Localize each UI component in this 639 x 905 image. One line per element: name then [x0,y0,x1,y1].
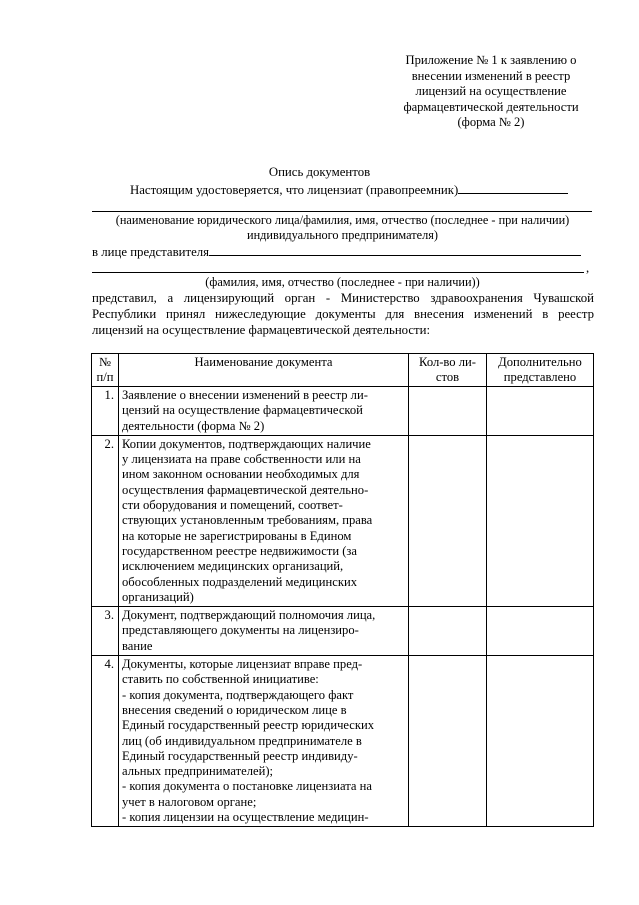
document-title: Опись документов [268,165,371,179]
appendix-line: Приложение № 1 к заявлению о [405,53,577,67]
row-sheets-cell[interactable] [409,435,487,606]
row-document-name: Заявление о внесении изменений в реестр ли- цензий на осуществление фармацевтической деятельности (форма № 2) [119,387,409,436]
certify-text: Настоящим удостоверяется, что лицензиат (правопреемник) [130,183,459,197]
row-extra-cell[interactable] [487,607,594,656]
representative-line [92,243,581,260]
row-document-name: Документы, которые лицензиат вправе пред- ставить по собственной инициативе: - копия документа, подтверждающего факт внесения сведений о юридическом лице в Единый государственный реестр юридических лиц (об индивидуальном предпринимателе в Единый государственный реестр индивиду- альных предпринимателей); - копия документа о постановке лицензиата на учет в налоговом органе; - копия лицензии на осуществление медицин- [119,656,409,827]
header-sheets: Кол-во ли- стов [409,354,487,387]
table-header-row [92,354,594,387]
table-row [92,607,594,656]
row-sheets-cell[interactable] [409,607,487,656]
header-name: Наименование документа [119,354,409,387]
appendix-line: лицензий на осуществление [415,84,567,99]
representative-name-blank[interactable] [92,272,584,273]
appendix-line: внесении изменений в реестр [411,68,571,83]
appendix-line: фармацевтической деятельности [403,99,579,114]
entity-name-blank[interactable] [92,211,592,212]
row-document-name: Документ, подтверждающий полномочия лица, представляющего документы на лицензиро- вание [119,607,409,656]
statement-paragraph: представил, а лицензирующий орган - Министерство здравоохранения Чувашской Республики принял нижеследующие документы для внесения изменений в реестр лицензий на осуществление фармацевтической деятельности: [92,291,594,337]
person-caption: (фамилия, имя, отчество (последнее - при наличии)) [205,275,480,289]
row-extra-cell[interactable] [487,387,594,436]
header-extra: Дополнительно представлено [487,354,594,387]
row-extra-cell[interactable] [487,656,594,827]
representative-label: в лице представителя [92,245,210,259]
row-sheets-cell[interactable] [409,656,487,827]
appendix-line: (форма № 2) [457,115,525,130]
row-number: 4. [92,656,119,827]
row-number: 1. [92,387,119,436]
table-row [92,435,594,606]
header-num: № п/п [92,354,119,387]
documents-table [91,353,594,827]
entity-caption-2: индивидуального предпринимателя) [247,228,438,242]
row-number: 3. [92,607,119,656]
entity-caption-1: (наименование юридического лица/фамилия, имя, отчество (последнее - при наличии) [115,213,570,227]
comma: , [586,261,590,275]
row-document-name: Копии документов, подтверждающих наличие у лицензиата на праве собственности или на ином законном основании необходимых для осуществления фармацевтической деятельно- сти оборудования и помещений, соответ- ствующих установленным требованиям, права на которые не зарегистрированы в Едином государственном реестре недвижимости (за исключением медицинских организаций, обособленных подразделений медицинских организаций) [119,435,409,606]
appendix-note [380,53,602,131]
certify-line [130,181,568,198]
row-sheets-cell[interactable] [409,387,487,436]
row-number: 2. [92,435,119,606]
representative-blank[interactable] [209,243,581,256]
table-row [92,387,594,436]
row-extra-cell[interactable] [487,435,594,606]
licensee-blank[interactable] [458,181,568,194]
table-row [92,656,594,827]
